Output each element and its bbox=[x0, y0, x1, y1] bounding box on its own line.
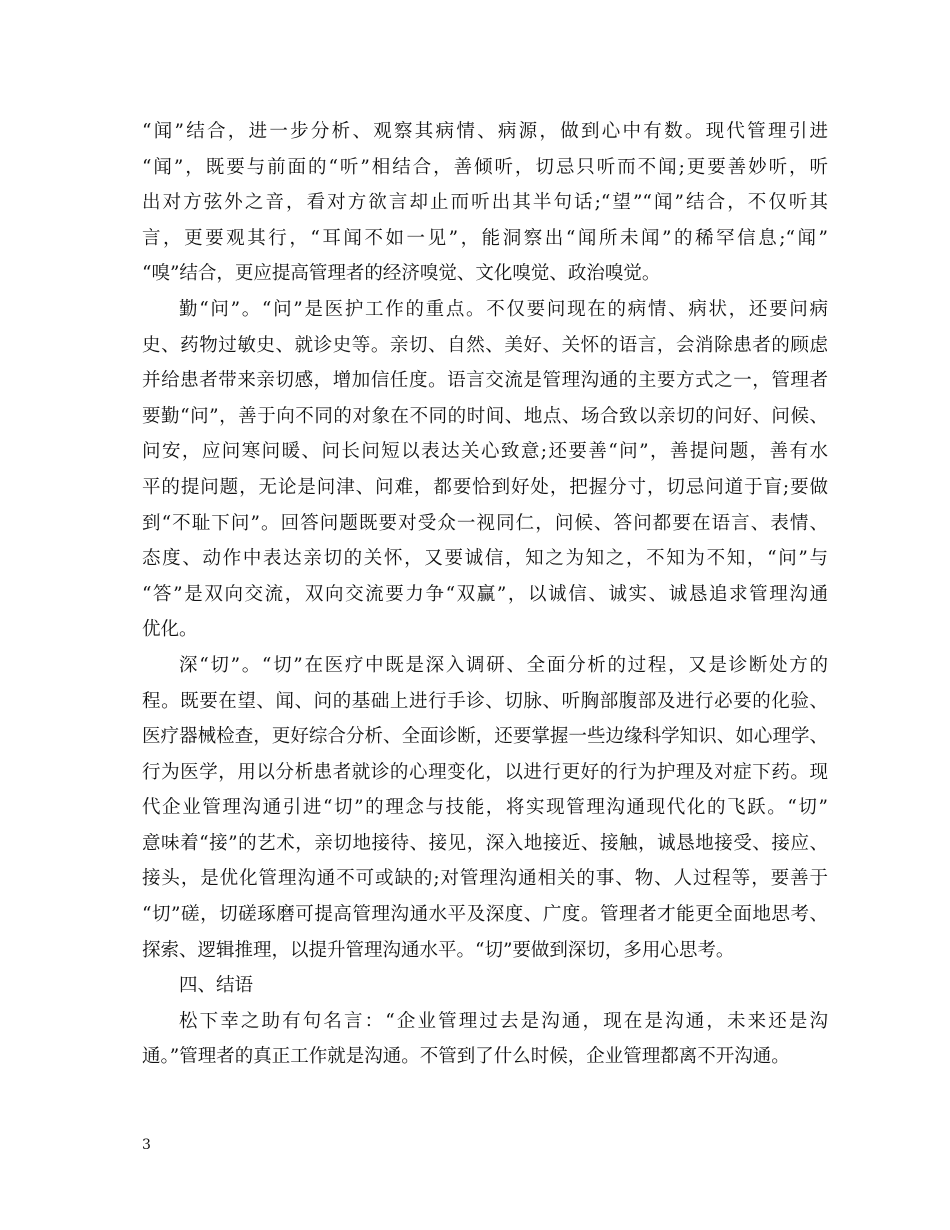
text-line: 四、结语 bbox=[179, 975, 254, 997]
text-line: 平的提问题，无论是问津、问难，都要恰到好处，把握分寸，切忌问道于盲;要做 bbox=[142, 476, 828, 498]
text-line: 医疗器械检查，更好综合分析、全面诊断，还要掌握一些边缘科学知识、如心理学、 bbox=[142, 726, 828, 748]
text-line: 史、药物过敏史、就诊史等。亲切、自然、美好、关怀的语言，会消除患者的顾虑 bbox=[142, 334, 828, 356]
text-line: 态度、动作中表达亲切的关怀，又要诚信，知之为知之，不知为不知，“问”与 bbox=[142, 548, 828, 570]
body-text bbox=[142, 114, 828, 1075]
text-line: 到“不耻下问”。回答问题既要对受众一视同仁，问候、答问都要在语言、表情、 bbox=[142, 512, 828, 534]
text-line: 优化。 bbox=[142, 619, 198, 641]
text-line: 勤“问”。“问”是医护工作的重点。不仅要问现在的病情、病状，还要问病 bbox=[179, 298, 828, 320]
text-line: “答”是双向交流，双向交流要力争“双赢”，以诚信、诚实、诚恳追求管理沟通 bbox=[142, 583, 828, 605]
text-line: 程。既要在望、闻、问的基础上进行手诊、切脉、听胸部腹部及进行必要的化验、 bbox=[142, 690, 828, 712]
text-line: 探索、逻辑推理，以提升管理沟通水平。“切”要做到深切，多用心思考。 bbox=[142, 939, 735, 961]
text-line: 接头，是优化管理沟通不可或缺的;对管理沟通相关的事、物、人过程等，要善于 bbox=[142, 868, 828, 890]
text-line: “闻”结合，进一步分析、观察其病情、病源，做到心中有数。现代管理引进 bbox=[142, 121, 828, 142]
text-line: 行为医学，用以分析患者就诊的心理变化，以进行更好的行为护理及对症下药。现 bbox=[142, 761, 828, 783]
text-line: 深“切”。“切”在医疗中既是深入调研、全面分析的过程，又是诊断处方的 bbox=[179, 654, 828, 676]
text-line: 通。”管理者的真正工作就是沟通。不管到了什么时候，企业管理都离不开沟通。 bbox=[142, 1046, 790, 1068]
text-line: 意味着“接”的艺术，亲切地接待、接见，深入地接近、接触，诚恳地接受、接应、 bbox=[142, 832, 828, 854]
text-line: 出对方弦外之音，看对方欲言却止而听出其半句话;“望”“闻”结合，不仅听其 bbox=[142, 192, 828, 214]
text-line: 要勤“问”，善于向不同的对象在不同的时间、地点、场合致以亲切的问好、问候、 bbox=[142, 405, 828, 427]
text-line: “切”磋，切磋琢磨可提高管理沟通水平及深度、广度。管理者才能更全面地思考、 bbox=[142, 904, 828, 926]
text-line: 松下幸之助有句名言：“企业管理过去是沟通，现在是沟通，未来还是沟 bbox=[179, 1010, 828, 1032]
text-line: “嗅”结合，更应提高管理者的经济嗅觉、文化嗅觉、政治嗅觉。 bbox=[142, 263, 661, 285]
text-line: 问安，应问寒问暖、问长问短以表达关心致意;还要善“问”，善提问题，善有水 bbox=[142, 441, 828, 463]
text-line: 代企业管理沟通引进“切”的理念与技能，将实现管理沟通现代化的飞跃。“切” bbox=[142, 797, 828, 819]
text-line: 并给患者带来亲切感，增加信任度。语言交流是管理沟通的主要方式之一，管理者 bbox=[142, 370, 828, 392]
page-number: 3 bbox=[142, 1137, 151, 1153]
text-line: “闻”，既要与前面的“听”相结合，善倾听，切忌只听而不闻;更要善妙听，听 bbox=[142, 156, 828, 178]
text-line: 言，更要观其行，“耳闻不如一见”，能洞察出“闻所未闻”的稀罕信息;“闻” bbox=[142, 227, 828, 249]
